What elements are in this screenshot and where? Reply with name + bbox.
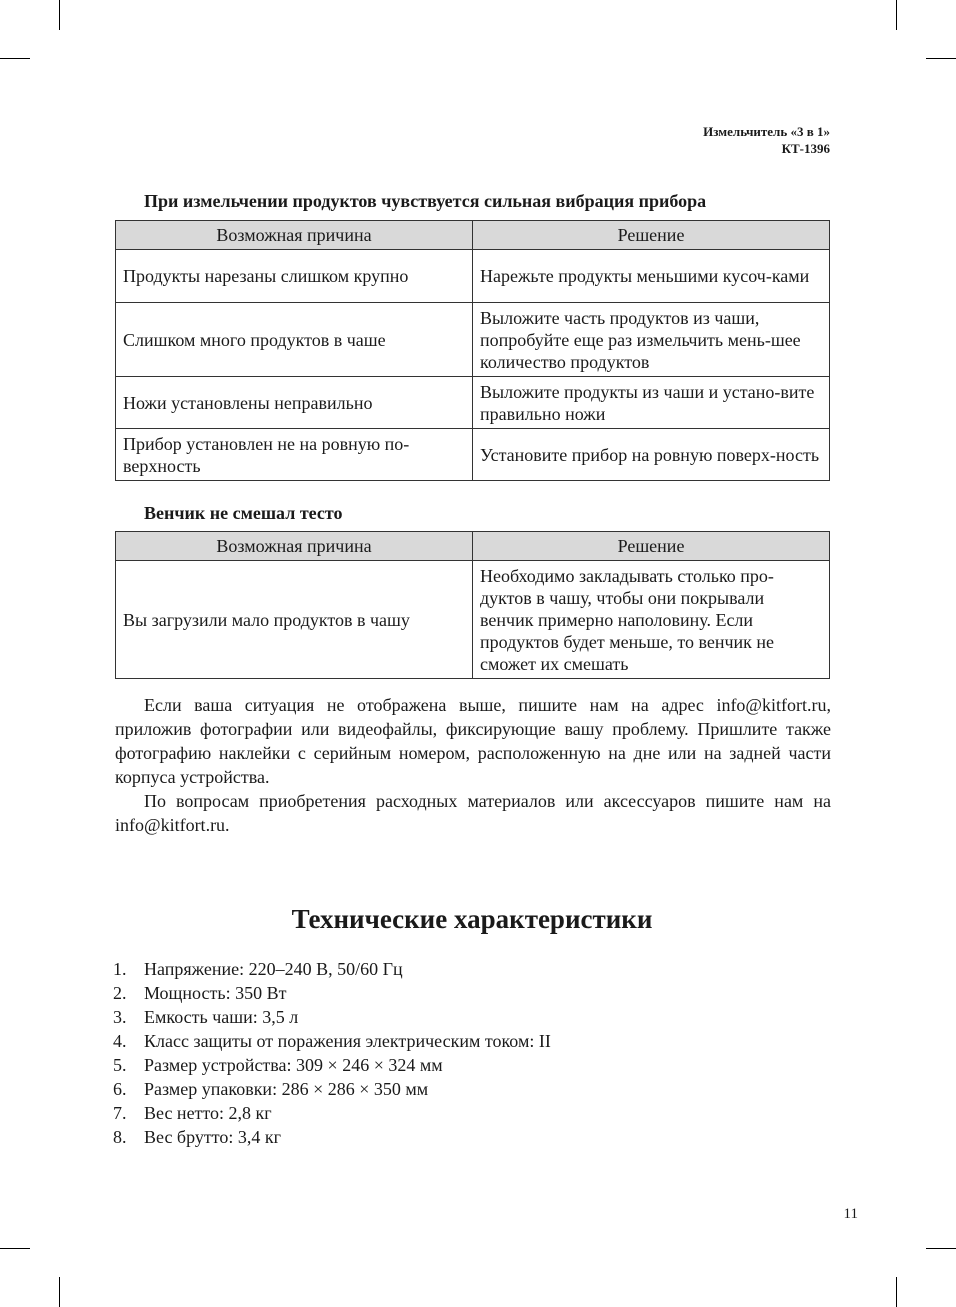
- list-item: [113, 1005, 551, 1029]
- list-item-text: Мощность: 350 Вт: [144, 983, 287, 1003]
- table-header-row: [116, 221, 830, 250]
- list-item: [113, 1101, 551, 1125]
- table-row: [116, 561, 830, 679]
- contact-text: Если ваша ситуация не отображена выше, пишите нам на адрес info@kitfort.ru, приложив фотографии или видеофайлы, фиксирующие вашу проблему. Пришлите также фотографию наклейки с серийным номером, расположенную на дне или на задней части корпуса устройства.: [115, 695, 831, 787]
- list-item-text: Вес брутто: 3,4 кг: [144, 1127, 281, 1147]
- solution-cell: Нарежьте продукты меньшими кусоч-ками: [473, 250, 830, 303]
- crop-mark-left-top: [0, 58, 30, 59]
- list-item-number: 5.: [113, 1055, 127, 1075]
- specs-heading: Технические характеристики: [291, 904, 653, 934]
- list-item: [113, 1125, 551, 1149]
- running-header: [703, 123, 830, 157]
- troubleshooting-table-vibration: [115, 220, 830, 481]
- list-item: [113, 957, 551, 981]
- crop-mark-left-bottom: [0, 1248, 30, 1249]
- list-item-text: Размер устройства: 309 × 246 × 324 мм: [144, 1055, 443, 1075]
- list-item-number: 6.: [113, 1079, 127, 1099]
- cause-cell: Вы загрузили мало продуктов в чашу: [116, 561, 473, 679]
- header-model: КТ-1396: [781, 141, 830, 156]
- header-product-name: Измельчитель «3 в 1»: [703, 124, 830, 139]
- table-row: [116, 250, 830, 303]
- list-item-text: Напряжение: 220–240 В, 50/60 Гц: [144, 959, 403, 979]
- list-item-number: 1.: [113, 959, 127, 979]
- accessories-text: По вопросам приобретения расходных материалов или аксессуаров пишите нам на info@kitfort.ru.: [115, 791, 831, 835]
- list-item-text: Класс защиты от поражения электрическим током: II: [144, 1031, 551, 1051]
- page-number: 11: [843, 1206, 858, 1222]
- col-solution-header: Решение: [473, 221, 830, 250]
- table-row: [116, 429, 830, 481]
- solution-cell: Выложите часть продуктов из чаши, попробуйте еще раз измельчить мень-шее количество продуктов: [473, 303, 830, 377]
- table1-title: При измельчении продуктов чувствуется сильная вибрация прибора: [144, 191, 707, 211]
- list-item-number: 8.: [113, 1127, 127, 1147]
- table2-title: Венчик не смешал тесто: [144, 503, 343, 523]
- specs-list: [113, 957, 551, 1149]
- cause-cell: Слишком много продуктов в чаше: [116, 303, 473, 377]
- list-item-text: Вес нетто: 2,8 кг: [144, 1103, 272, 1123]
- crop-mark-right-bottom: [926, 1248, 956, 1249]
- crop-mark-bottom-right: [896, 1277, 897, 1307]
- crop-mark-top-right: [896, 0, 897, 30]
- list-item-text: Емкость чаши: 3,5 л: [144, 1007, 299, 1027]
- list-item: [113, 1053, 551, 1077]
- crop-mark-bottom-left: [59, 1277, 60, 1307]
- solution-cell: Выложите продукты из чаши и устано-вите правильно ножи: [473, 377, 830, 429]
- cause-cell: Прибор установлен не на ровную по-верхность: [116, 429, 473, 481]
- crop-mark-right-top: [926, 58, 956, 59]
- list-item: [113, 1077, 551, 1101]
- accessories-paragraph: [115, 789, 831, 837]
- solution-cell: Необходимо закладывать столько про-дуктов в чашу, чтобы они покрывали венчик примерно наполовину. Если продуктов будет меньше, то венчик не сможет их смешать: [473, 561, 830, 679]
- list-item-text: Размер упаковки: 286 × 286 × 350 мм: [144, 1079, 429, 1099]
- cause-cell: Продукты нарезаны слишком крупно: [116, 250, 473, 303]
- table-row: [116, 303, 830, 377]
- table-row: [116, 377, 830, 429]
- col-solution-header: Решение: [473, 532, 830, 561]
- list-item: [113, 981, 551, 1005]
- contact-paragraph: [115, 693, 831, 789]
- list-item-number: 3.: [113, 1007, 127, 1027]
- col-cause-header: Возможная причина: [116, 532, 473, 561]
- crop-mark-top-left: [59, 0, 60, 30]
- cause-cell: Ножи установлены неправильно: [116, 377, 473, 429]
- list-item: [113, 1029, 551, 1053]
- col-cause-header: Возможная причина: [116, 221, 473, 250]
- table-header-row: [116, 532, 830, 561]
- solution-cell: Установите прибор на ровную поверх-ность: [473, 429, 830, 481]
- list-item-number: 4.: [113, 1031, 127, 1051]
- list-item-number: 7.: [113, 1103, 127, 1123]
- list-item-number: 2.: [113, 983, 127, 1003]
- troubleshooting-table-whisk: [115, 531, 830, 679]
